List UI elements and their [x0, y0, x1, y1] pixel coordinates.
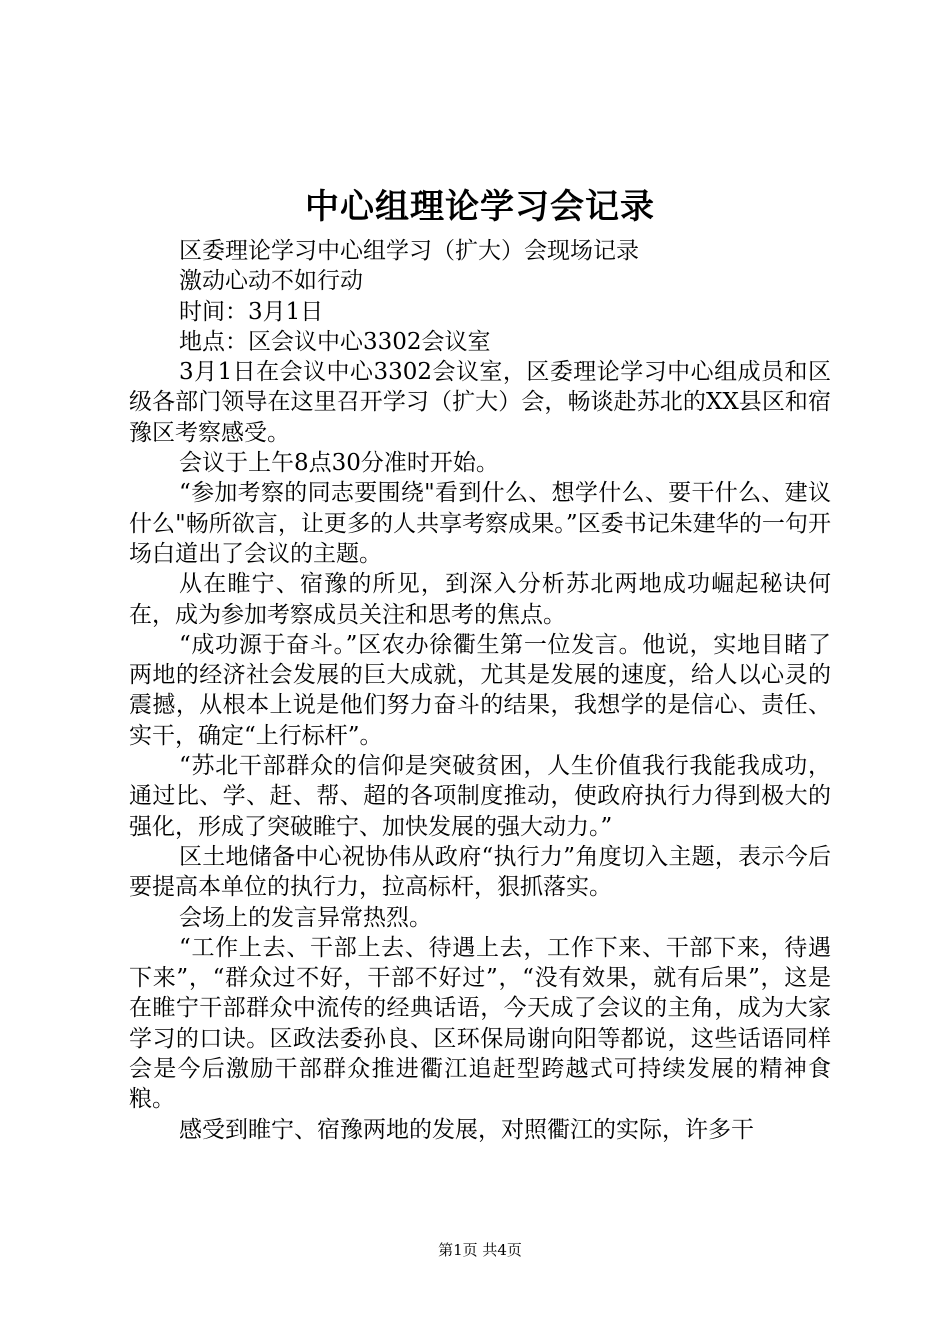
paragraph: “参加考察的同志要围绕"看到什么、想学什么、要干什么、建议什么"畅所欲言，让更多的人共享考察成果。”区委书记朱建华的一句开场白道出了会议的主题。 — [129, 480, 831, 567]
paragraph: 区土地储备中心祝协伟从政府“执行力”角度切入主题，表示今后要提高本单位的执行力，拉高标杆，狠抓落实。 — [129, 843, 831, 901]
paragraph: “工作上去、干部上去、待遇上去，工作下来、干部下来，待遇下来”，“群众过不好，干部不好过”，“没有效果，就有后果”，这是在睢宁干部群众中流传的经典话语，今天成了会议的主角，成为大家学习的口诀。区政法委孙良、区环保局谢向阳等都说，这些话语同样会是今后激励干部群众推进衢江追赶型跨越式可持续发展的精神食粮。 — [129, 934, 831, 1113]
paragraph: “苏北干部群众的信仰是突破贫困，人生价值我行我能我成功，通过比、学、赶、帮、超的各项制度推动，使政府执行力得到极大的强化，形成了突破睢宁、加快发展的强大动力。” — [129, 753, 831, 840]
paragraph-time: 时间：3月1日 — [179, 298, 324, 325]
paragraph-slogan: 激动心动不如行动 — [179, 268, 363, 295]
paragraph: 会议于上午8点30分准时开始。 — [179, 450, 499, 477]
paragraph: 感受到睢宁、宿豫两地的发展，对照衢江的实际，许多干 — [179, 1116, 754, 1143]
document-title: 中心组理论学习会记录 — [305, 187, 655, 227]
document-body — [129, 236, 831, 1145]
paragraph: 3月1日在会议中心3302会议室，区委理论学习中心组成员和区级各部门领导在这里召开学习（扩大）会，畅谈赴苏北的XX县区和宿豫区考察感受。 — [129, 359, 831, 446]
page-number-footer: 第1页 共4页 — [438, 1241, 522, 1259]
paragraph-location: 地点：区会议中心3302会议室 — [179, 328, 491, 355]
paragraph: 会场上的发言异常热烈。 — [179, 904, 432, 931]
paragraph: 从在睢宁、宿豫的所见，到深入分析苏北两地成功崛起秘诀何在，成为参加考察成员关注和思考的焦点。 — [129, 571, 831, 628]
paragraph-subtitle: 区委理论学习中心组学习（扩大）会现场记录 — [179, 238, 639, 264]
paragraph: “成功源于奋斗。”区农办徐衢生第一位发言。他说，实地目睹了两地的经济社会发展的巨大成就，尤其是发展的速度，给人以心灵的震撼，从根本上说是他们努力奋斗的结果，我想学的是信心、责任、实干，确定“上行标杆”。 — [129, 631, 831, 749]
